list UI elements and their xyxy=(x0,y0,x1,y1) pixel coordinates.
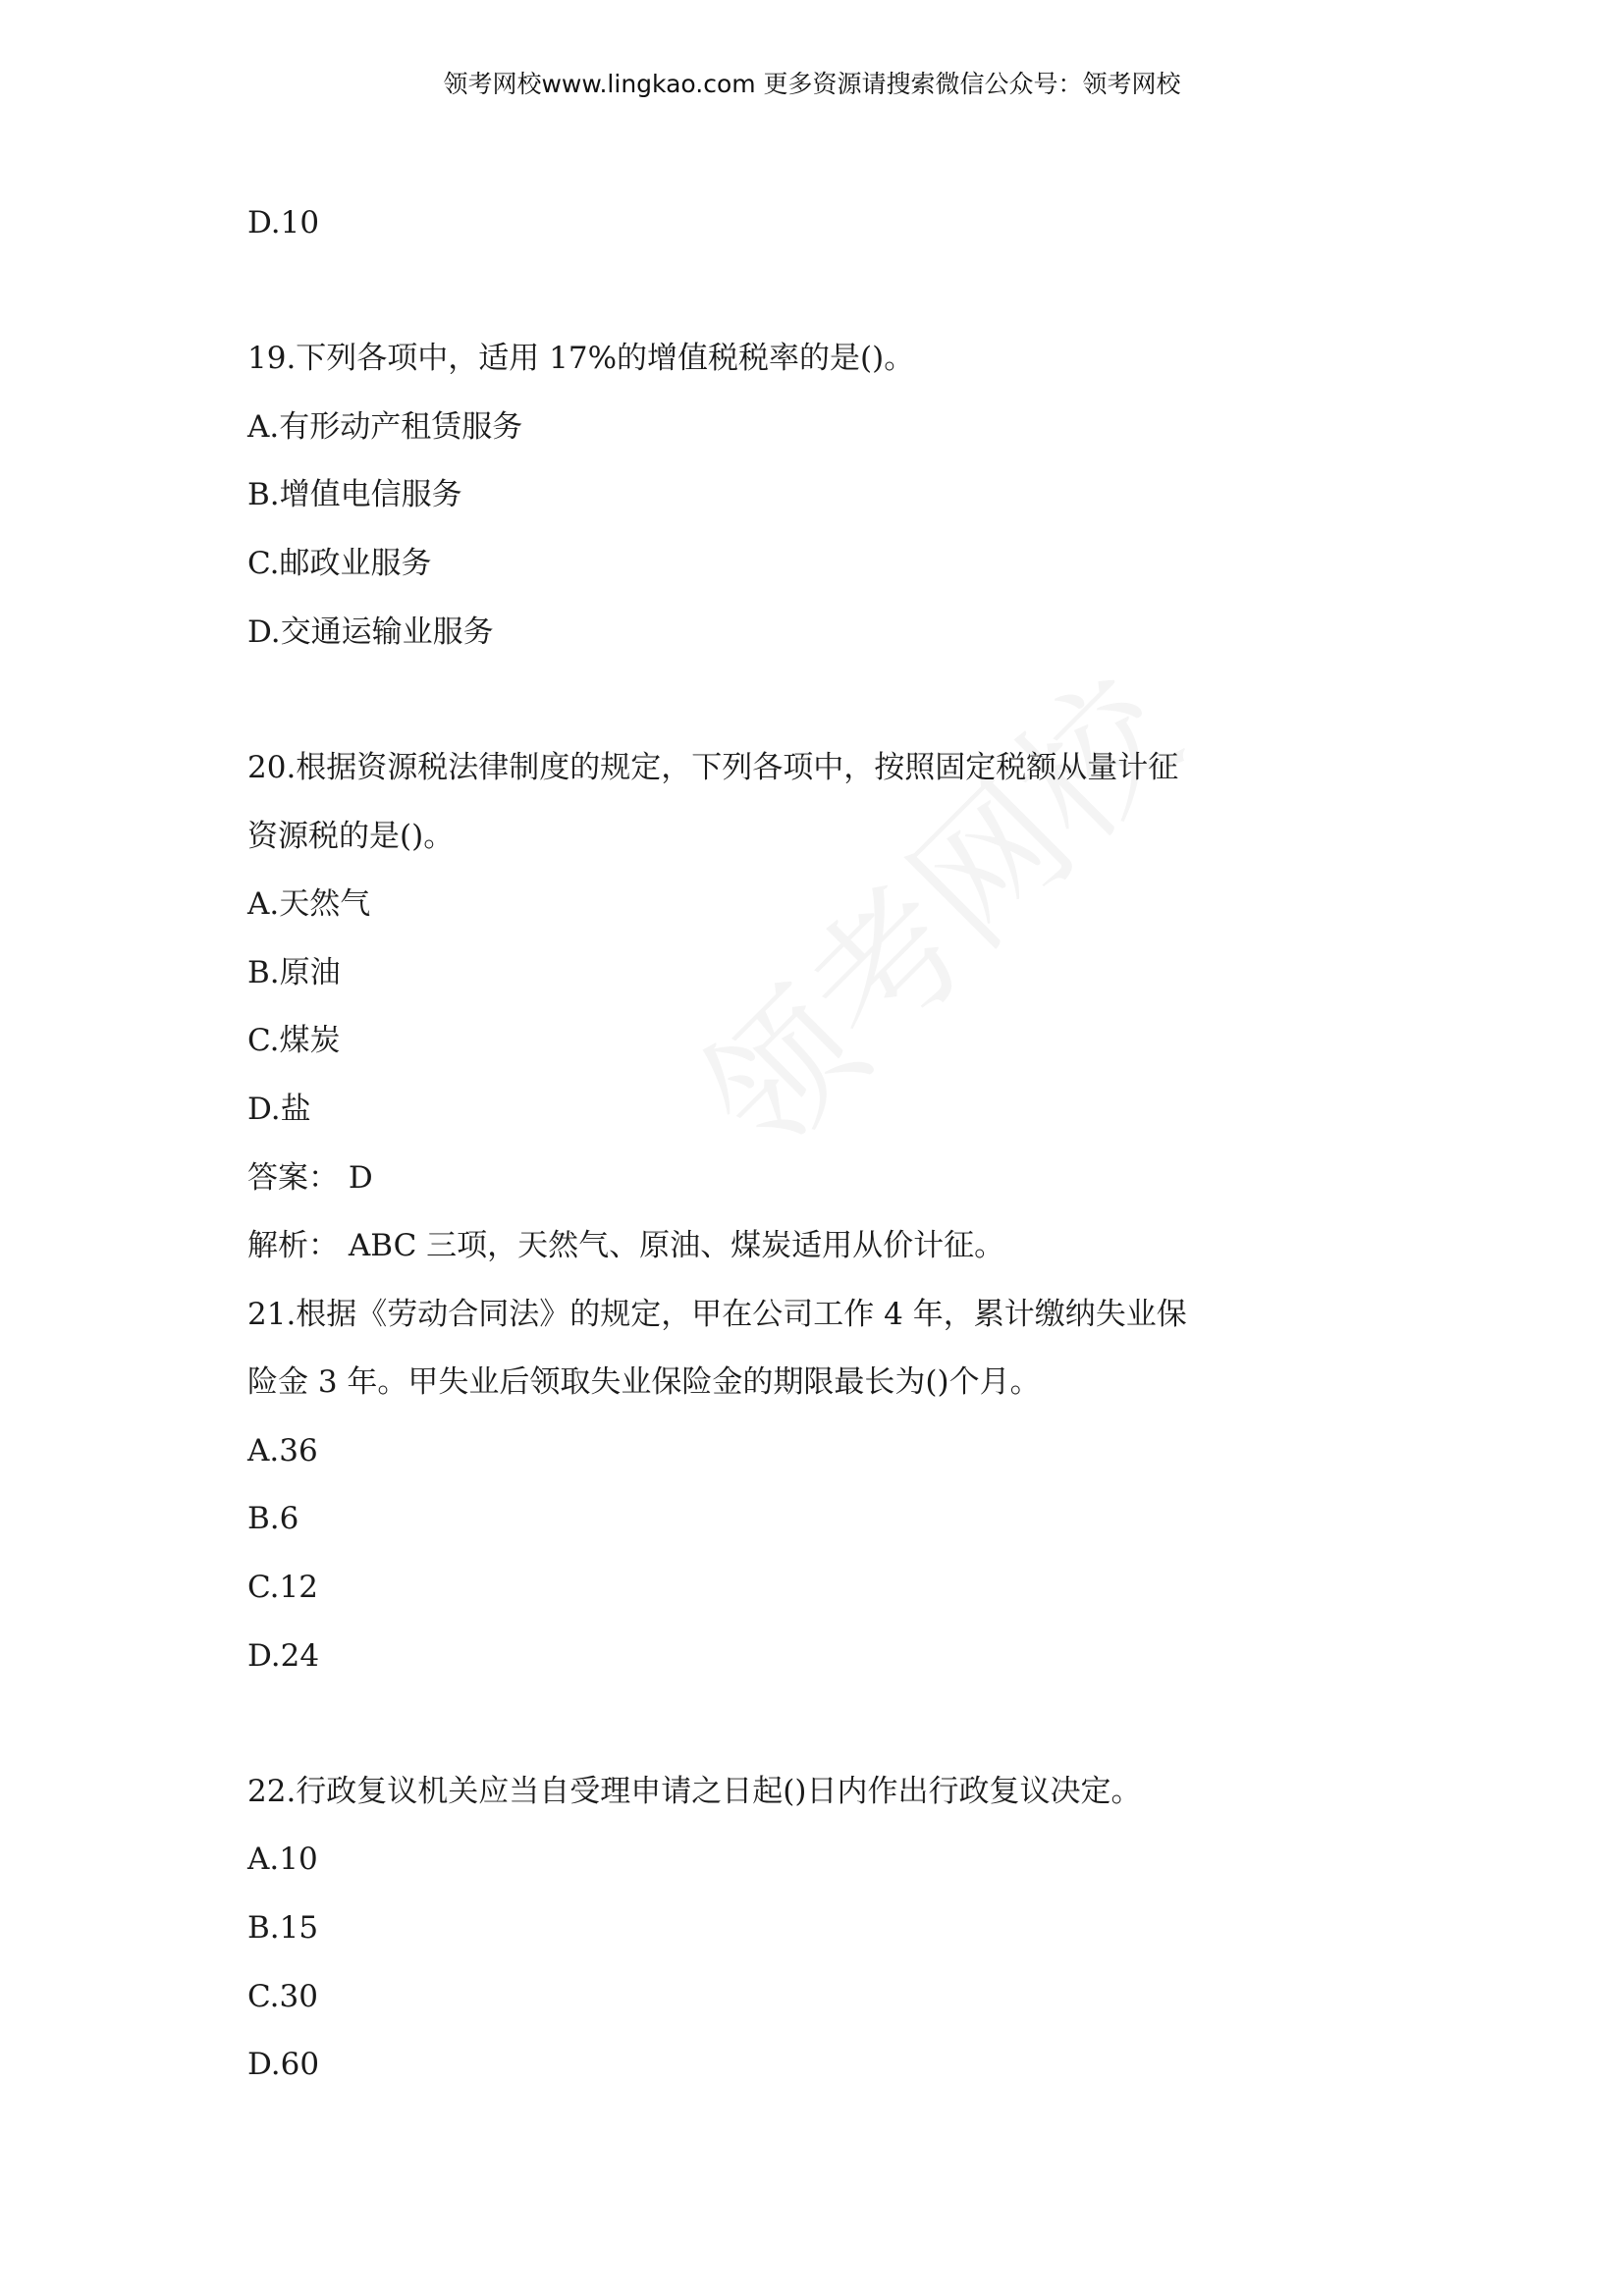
q22-option-d: D.60 xyxy=(247,2047,320,2082)
q21-stem-line2: 险金 3 年。甲失业后领取失业保险金的期限最长为()个月。 xyxy=(247,1364,1041,1400)
watermark xyxy=(648,624,1215,1191)
q19-stem: 19.下列各项中，适用 17%的增值税税率的是()。 xyxy=(247,341,915,376)
q18-option-d: D.10 xyxy=(247,205,320,240)
q21-stem-line1: 21.根据《劳动合同法》的规定，甲在公司工作 4 年，累计缴纳失业保 xyxy=(247,1297,1187,1332)
q21-option-d: D.24 xyxy=(247,1638,320,1674)
q19-option-b: B.增值电信服务 xyxy=(247,477,462,512)
q22-stem: 22.行政复议机关应当自受理申请之日起()日内作出行政复议决定。 xyxy=(247,1774,1142,1809)
q20-option-c: C.煤炭 xyxy=(247,1023,341,1058)
q19-option-c: C.邮政业服务 xyxy=(247,546,432,581)
q22-option-c: C.30 xyxy=(247,1979,318,2014)
q21-option-b: B.6 xyxy=(247,1501,299,1536)
q20-option-a: A.天然气 xyxy=(247,886,371,922)
q20-analysis: 解析： ABC 三项，天然气、原油、煤炭适用从价计征。 xyxy=(247,1228,1005,1263)
q20-answer: 答案： D xyxy=(247,1160,373,1196)
q22-option-a: A.10 xyxy=(247,1842,318,1877)
q22-option-b: B.15 xyxy=(247,1910,319,1946)
q19-option-d: D.交通运输业服务 xyxy=(247,614,494,650)
q21-option-a: A.36 xyxy=(247,1433,318,1468)
page-header: 领考网校www.lingkao.com 更多资源请搜索微信公众号：领考网校 xyxy=(443,70,1181,98)
q20-option-b: B.原油 xyxy=(247,955,341,990)
q20-stem-line2: 资源税的是()。 xyxy=(247,819,455,854)
q19-option-a: A.有形动产租赁服务 xyxy=(247,409,523,445)
q20-stem-line1: 20.根据资源税法律制度的规定，下列各项中，按照固定税额从量计征 xyxy=(247,750,1179,785)
q21-option-c: C.12 xyxy=(247,1570,318,1605)
q20-option-d: D.盐 xyxy=(247,1092,311,1127)
